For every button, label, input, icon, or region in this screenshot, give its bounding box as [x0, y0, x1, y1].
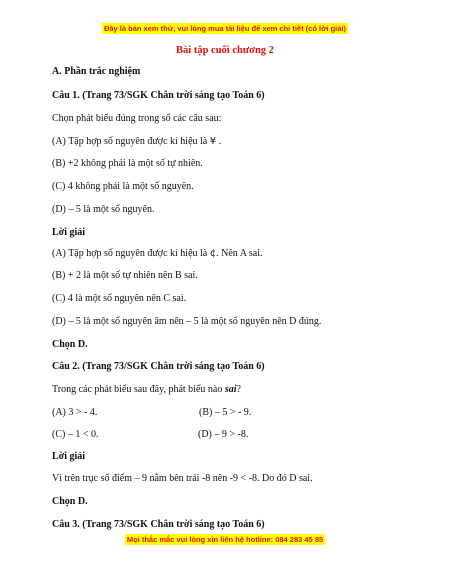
- q1-option-a-end: .: [218, 136, 222, 147]
- hotline-footer-text: Mọi thắc mắc vui lòng xin liên hệ hotline: 084 283 45 85: [126, 535, 324, 544]
- q1-prompt: Chọn phát biểu đúng trong số các câu sau:: [52, 113, 222, 124]
- q1-answer: Chọn D.: [52, 339, 88, 350]
- q1-heading: Câu 1. (Trang 73/SGK Chân trời sáng tạo Toán 6): [52, 90, 265, 101]
- q2-option-a: (A) 3 > - 4.: [52, 407, 98, 418]
- q1-option-c: (C) 4 không phải là một số nguyên.: [52, 181, 194, 192]
- q1-solution-a-end: . Nên A sai.: [216, 248, 263, 259]
- integers-symbol: ¢: [209, 248, 217, 259]
- q1-option-a: [52, 136, 221, 148]
- q2-prompt-end: ?: [236, 384, 241, 395]
- preview-notice-text: Đây là bản xem thử, vui lòng mua tài liệu để xem chi tiết (có lời giải): [103, 24, 347, 33]
- q1-solution-a-text: (A) Tập hợp số nguyên được kí hiệu là: [52, 248, 208, 259]
- q2-option-b: (B) – 5 > - 9.: [199, 407, 252, 418]
- q2-answer: Chọn D.: [52, 496, 88, 507]
- hotline-footer-banner: [0, 535, 450, 544]
- q2-solution: Vì trên trục số điểm – 9 nằm bên trái -8 nên -9 < -8. Do đó D sai.: [52, 473, 313, 484]
- q1-solution-d: (D) – 5 là một số nguyên âm nên – 5 là một số nguyên nên D đúng.: [52, 316, 322, 327]
- q1-solution-c: (C) 4 là một số nguyên nên C sai.: [52, 293, 187, 304]
- q1-solution-label: Lời giải: [52, 227, 86, 238]
- q2-option-d: (D) – 9 > -8.: [198, 429, 249, 440]
- q3-heading: Câu 3. (Trang 73/SGK Chân trời sáng tạo Toán 6): [52, 519, 265, 530]
- q1-solution-b: (B) + 2 là một số tự nhiên nên B sai.: [52, 270, 198, 281]
- q1-option-b: (B) +2 không phải là một số tự nhiên.: [52, 158, 203, 169]
- q2-option-c: (C) – 1 < 0.: [52, 429, 99, 440]
- q1-option-a-text: (A) Tập hợp số nguyên được kí hiệu là: [52, 136, 208, 147]
- q1-option-d: (D) – 5 là một số nguyên.: [52, 204, 155, 215]
- q2-heading: Câu 2. (Trang 73/SGK Chân trời sáng tạo Toán 6): [52, 361, 265, 372]
- preview-notice-banner: [0, 24, 450, 33]
- q2-prompt-text: Trong các phát biểu sau đây, phát biểu nào: [52, 384, 225, 395]
- q2-solution-label: Lời giải: [52, 451, 86, 462]
- page-title: Bài tập cuối chương 2: [176, 45, 274, 56]
- section-a-heading: A. Phần trắc nghiệm: [52, 66, 141, 77]
- q1-solution-a: [52, 248, 263, 260]
- q2-prompt: [52, 384, 241, 396]
- q2-prompt-emphasis: sai: [224, 384, 237, 395]
- natural-numbers-symbol: ¥: [209, 136, 217, 147]
